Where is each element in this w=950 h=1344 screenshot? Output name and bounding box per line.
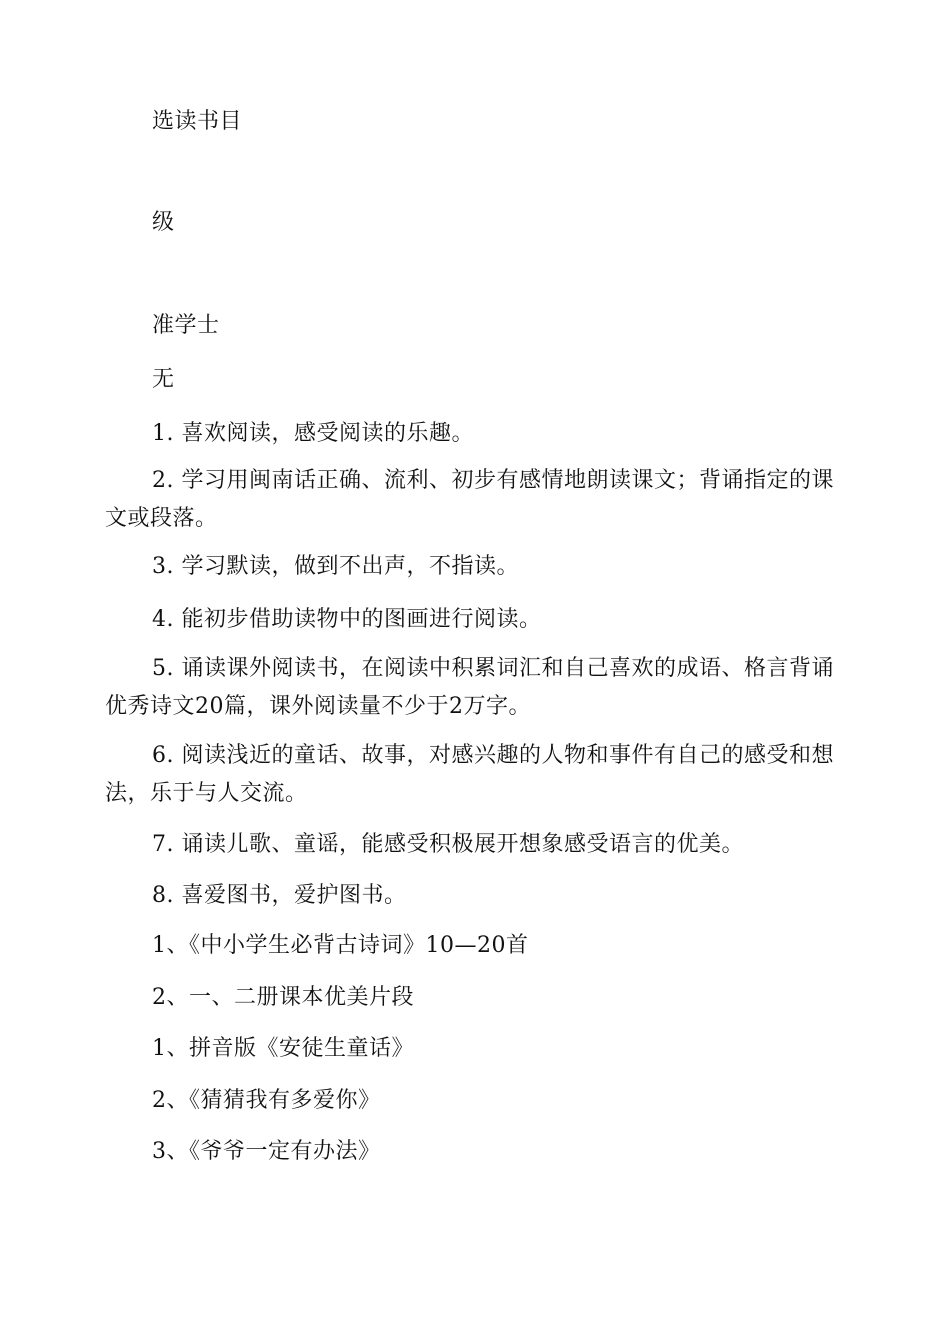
goal-item: 2. 学习用闽南话正确、流利、初步有感情地朗读课文；背诵指定的课文或段落。 <box>105 468 834 531</box>
goal-item: 1. 喜欢阅读，感受阅读的乐趣。 <box>152 421 474 446</box>
goal-item: 4. 能初步借助读物中的图画进行阅读。 <box>152 607 542 632</box>
level-value: 无 <box>152 367 175 392</box>
goal-item: 7. 诵读儿歌、童谣，能感受积极展开想象感受语言的优美。 <box>152 832 744 857</box>
required-reading-item: 1、《中小学生必背古诗词》10—20首 <box>152 933 529 958</box>
optional-reading-item: 1、拼音版《安徒生童话》 <box>152 1036 414 1061</box>
heading-grade: 级 <box>152 210 175 235</box>
optional-reading-item: 3、《爷爷一定有办法》 <box>152 1139 381 1164</box>
optional-reading-item: 2、《猜猜我有多爱你》 <box>152 1088 381 1113</box>
heading-reading-list: 选读书目 <box>152 109 243 134</box>
goal-item: 8. 喜爱图书，爱护图书。 <box>152 883 407 908</box>
goal-item: 3. 学习默读，做到不出声，不指读。 <box>152 554 519 579</box>
goal-item: 5. 诵读课外阅读书，在阅读中积累词汇和自己喜欢的成语、格言背诵优秀诗文20篇，课外阅读量不少于2万字。 <box>105 656 834 719</box>
goal-item: 6. 阅读浅近的童话、故事，对感兴趣的人物和事件有自己的感受和想法，乐于与人交流。 <box>105 743 834 806</box>
required-reading-item: 2、一、二册课本优美片段 <box>152 985 414 1010</box>
level-name: 准学士 <box>152 313 220 338</box>
